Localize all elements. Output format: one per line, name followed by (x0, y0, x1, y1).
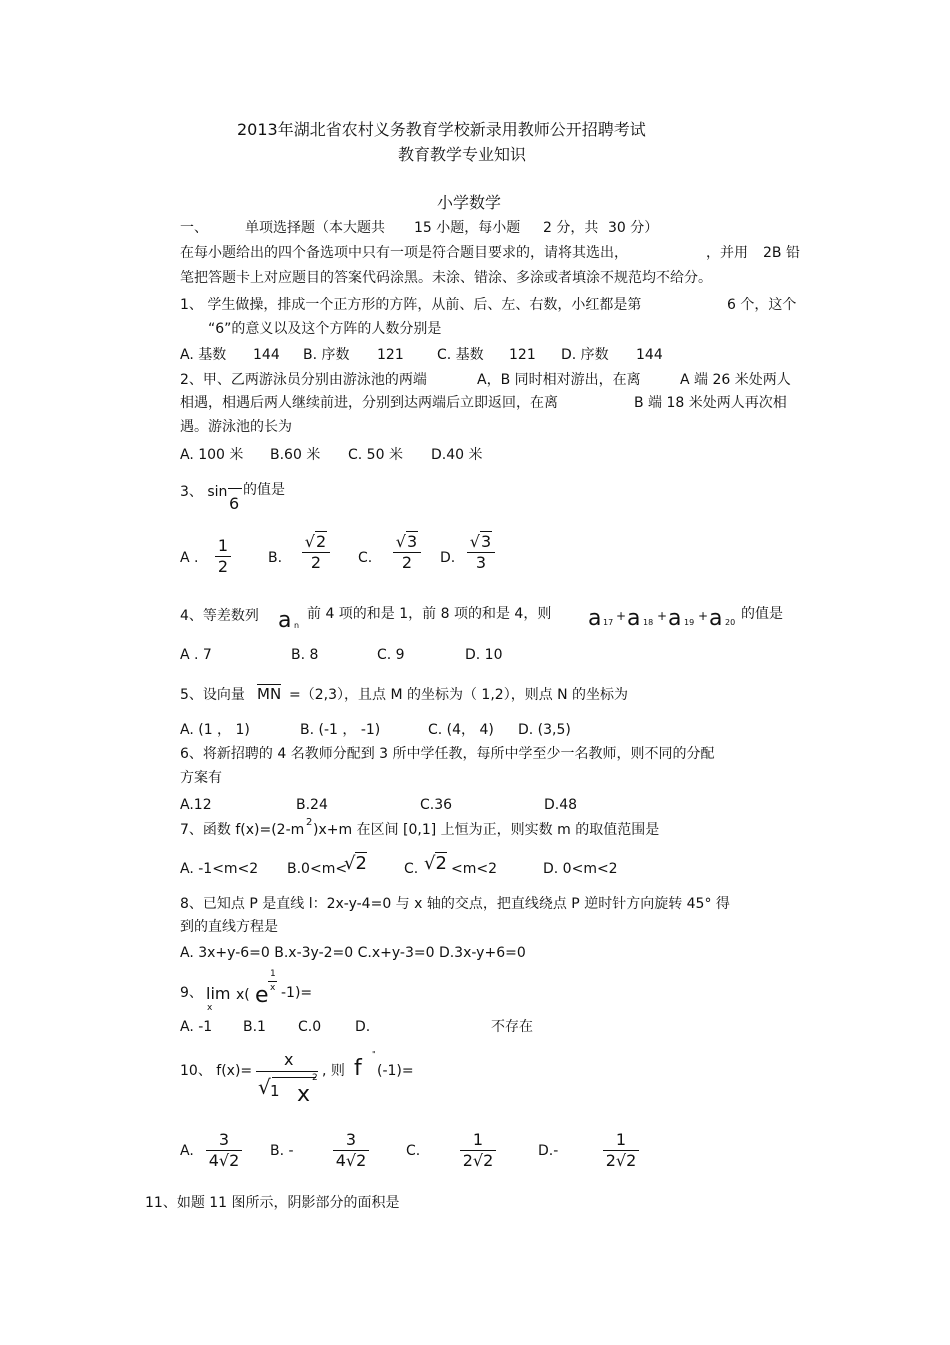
q5-stem: 5、设向量 (180, 687, 245, 703)
q4-sequence-n: n (294, 621, 300, 630)
q5-stem-rest: =（2,3），且点 M 的坐标为（ 1,2），则点 N 的坐标为 (289, 687, 629, 703)
q4-sub17: 17 (603, 618, 614, 627)
subject-title: 小学数学 (437, 193, 502, 212)
q7-superscript: 2 (306, 817, 313, 828)
instructions-line2: 笔把答题卡上对应题目的答案代码涂黑。未涂、错涂、多涂或者填涂不规范均不给分。 (180, 270, 712, 286)
q9-tail: -1)= (281, 985, 313, 1001)
q4-stem-mid: 前 4 项的和是 1，前 8 项的和是 4，则 (307, 606, 552, 622)
section-heading-points: 2 分，共 (543, 220, 599, 236)
q2-option: C. 50 米 (348, 447, 403, 463)
q7-option-c-tail: <m<2 (451, 861, 498, 877)
q10-f: f (354, 1056, 362, 1081)
q10-stem: 10、 f(x)= (180, 1063, 253, 1079)
instructions-line1-b: ，并用 (706, 245, 748, 261)
q10-option-a: A. (180, 1143, 194, 1159)
q6-option: D.48 (544, 797, 578, 813)
q8-options: A. 3x+y-6=0 B.x-3y-2=0 C.x+y-3=0 D.3x-y+6=0 (180, 945, 526, 961)
q3-denominator: 6 (229, 494, 240, 513)
q10-d-fraction: 1 2√2 (603, 1132, 639, 1169)
exam-title: 2013年湖北省农村义务教育学校新录用教师公开招聘考试 (237, 120, 646, 139)
q10-fraction-bar (256, 1071, 318, 1072)
q3-a-fraction (215, 538, 231, 575)
q1-line1-b: 6 个，这个 (727, 297, 797, 313)
q10-option-d: D.- (538, 1143, 559, 1159)
q3-stem: 3、 sin (180, 484, 228, 500)
q9-lim-sub: x (207, 1003, 213, 1013)
q4-stem-tail: 的值是 (741, 606, 783, 622)
q10-rad-1: 1 (270, 1082, 280, 1100)
section-heading: 单项选择题（本大题共 (245, 220, 385, 236)
q3-c-fraction: √3 2 (393, 534, 421, 571)
q9-e: e (255, 983, 269, 1008)
q1-option: D. 序数 (561, 347, 609, 363)
q3-fraction-bar (228, 488, 242, 489)
q2-line1-c: A 端 26 米处两人 (680, 372, 791, 388)
q6-line2: 方案有 (180, 770, 222, 786)
q10-a-fraction: 3 4√2 (206, 1132, 242, 1169)
q1-option: A. 基数 (180, 347, 227, 363)
q1-line1: 1、 学生做操，排成一个正方形的方阵，从前、后、左、右数，小红都是第 (180, 297, 642, 313)
q4-a18: a (627, 606, 641, 631)
q3-option-a: A . (180, 550, 199, 566)
q1-line2: “6”的意义以及这个方阵的人数分别是 (208, 321, 442, 337)
radicand: 2 (355, 853, 367, 874)
radicand: 3 (407, 532, 418, 551)
q9-x-paren: x( (236, 987, 250, 1003)
section-number: 一、 (180, 220, 208, 236)
q3-stem-tail: 的值是 (243, 482, 285, 498)
q4-a19: a (668, 606, 682, 631)
radicand: 2 (435, 853, 447, 874)
q1-option: C. 基数 (437, 347, 484, 363)
q10-tail: (-1)= (377, 1063, 414, 1079)
q8-line1: 8、已知点 P 是直线 l：2x-y-4=0 与 x 轴的交点，把直线绕点 P 逆时针方向旋转 45° 得 (180, 896, 730, 912)
q9-exp-bar (268, 981, 277, 982)
q4-a20: a (709, 606, 723, 631)
q9-option: A. -1 (180, 1019, 213, 1035)
q11-line: 11、如题 11 图所示，阴影部分的面积是 (145, 1195, 400, 1211)
denominator: 2 (310, 553, 322, 572)
q9-option: B.1 (243, 1019, 266, 1035)
q1-option: 121 (377, 347, 404, 363)
q2-line1-b: A，B 同时相对游出，在离 (477, 372, 641, 388)
q10-then: , 则 (322, 1063, 345, 1079)
q4-sub18: 18 (643, 618, 654, 627)
q9-exp-num: 1 (270, 969, 276, 979)
q4-option: B. 8 (291, 647, 319, 663)
q4-option: D. 10 (465, 647, 503, 663)
q10-sup2: 2 (312, 1073, 318, 1083)
q8-line2: 到的直线方程是 (180, 919, 278, 935)
q6-option: C.36 (420, 797, 453, 813)
q4-plus: + (616, 609, 627, 623)
q9-option: C.0 (298, 1019, 322, 1035)
q1-option: 121 (509, 347, 536, 363)
q2-line2-b: B 端 18 米处两人再次相 (634, 395, 787, 411)
q10-c-fraction: 1 2√2 (460, 1132, 496, 1169)
q5-option: D. (3,5) (518, 722, 571, 738)
q7-option-b: B.0<m< (287, 861, 348, 877)
q10-sqrt: √ (258, 1075, 271, 1099)
q2-line2: 相遇，相遇后两人继续前进，分别到达两端后立即返回，在离 (180, 395, 558, 411)
q2-line1: 2、甲、乙两游泳员分别由游泳池的两端 (180, 372, 427, 388)
q9-lim: lim (206, 984, 231, 1003)
radicand: 2 (316, 532, 327, 551)
q4-option: A . 7 (180, 647, 212, 663)
q10-option-c: C. (406, 1143, 421, 1159)
q4-option: C. 9 (377, 647, 405, 663)
q7-option-d: D. 0<m<2 (543, 861, 618, 877)
q10-option-b: B. - (270, 1143, 294, 1159)
q4-plus: + (698, 609, 709, 623)
section-heading-total: 30 分） (608, 220, 659, 236)
q5-option: C. (4， 4) (428, 722, 494, 738)
q7-sqrt-c: √2 (424, 853, 447, 874)
q10-b-fraction: 3 4√2 (333, 1132, 369, 1169)
q4-sub20: 20 (725, 618, 736, 627)
q6-option: B.24 (296, 797, 328, 813)
q7-stem: 7、函数 f(x)=(2-m (180, 822, 305, 838)
q10-prime: " (372, 1050, 376, 1059)
q3-option-b: B. (268, 550, 283, 566)
q5-vector: MN (257, 685, 282, 703)
q10-radical-bar (272, 1077, 316, 1078)
q6-line1: 6、将新招聘的 4 名教师分配到 3 所中学任教，每所中学至少一名教师，则不同的分配 (180, 746, 715, 762)
q4-sub19: 19 (684, 618, 695, 627)
q3-d-fraction: √3 3 (467, 534, 495, 571)
q5-option: A. (1 ， 1) (180, 722, 250, 738)
numerator: 1 (217, 536, 229, 555)
q5-option: B. (-1 ， -1) (300, 722, 381, 738)
radicand: 3 (481, 532, 492, 551)
q3-option-d: D. (440, 550, 456, 566)
denominator: 3 (475, 553, 487, 572)
q1-option: 144 (636, 347, 663, 363)
q1-option: 144 (253, 347, 280, 363)
q9-number: 9、 (180, 985, 203, 1001)
q7-option-c: C. (404, 861, 419, 877)
q3-b-fraction: √2 2 (302, 534, 330, 571)
q1-option: B. 序数 (303, 347, 350, 363)
q9-option: 不存在 (491, 1019, 533, 1035)
instructions-line1: 在每小题给出的四个备选项中只有一项是符合题目要求的，请将其选出， (180, 245, 628, 261)
q7-option-a: A. -1<m<2 (180, 861, 259, 877)
q7-sqrt-b: √2 (344, 853, 367, 874)
q6-option: A.12 (180, 797, 212, 813)
q4-sequence-a: a (278, 608, 292, 633)
q2-option: D.40 米 (431, 447, 483, 463)
section-heading-count: 15 小题，每小题 (414, 220, 521, 236)
q7-stem-tail: )x+m 在区间 [0,1] 上恒为正，则实数 m 的取值范围是 (313, 822, 660, 838)
q2-option: A. 100 米 (180, 447, 244, 463)
q10-numerator: x (284, 1050, 294, 1069)
exam-subtitle: 教育教学专业知识 (398, 145, 527, 164)
q4-a17: a (588, 606, 602, 631)
q4-stem: 4、等差数列 (180, 608, 259, 624)
q3-option-c: C. (358, 550, 373, 566)
denominator: 2 (401, 553, 413, 572)
q9-exp-den: x (270, 983, 276, 993)
denominator: 2 (217, 557, 229, 576)
q10-x: x (297, 1082, 311, 1107)
instructions-line1-c: 2B 铅 (763, 245, 800, 261)
q9-option: D. (355, 1019, 371, 1035)
q2-option: B.60 米 (270, 447, 321, 463)
q2-line3: 遇。游泳池的长为 (180, 419, 292, 435)
q4-plus: + (657, 609, 668, 623)
